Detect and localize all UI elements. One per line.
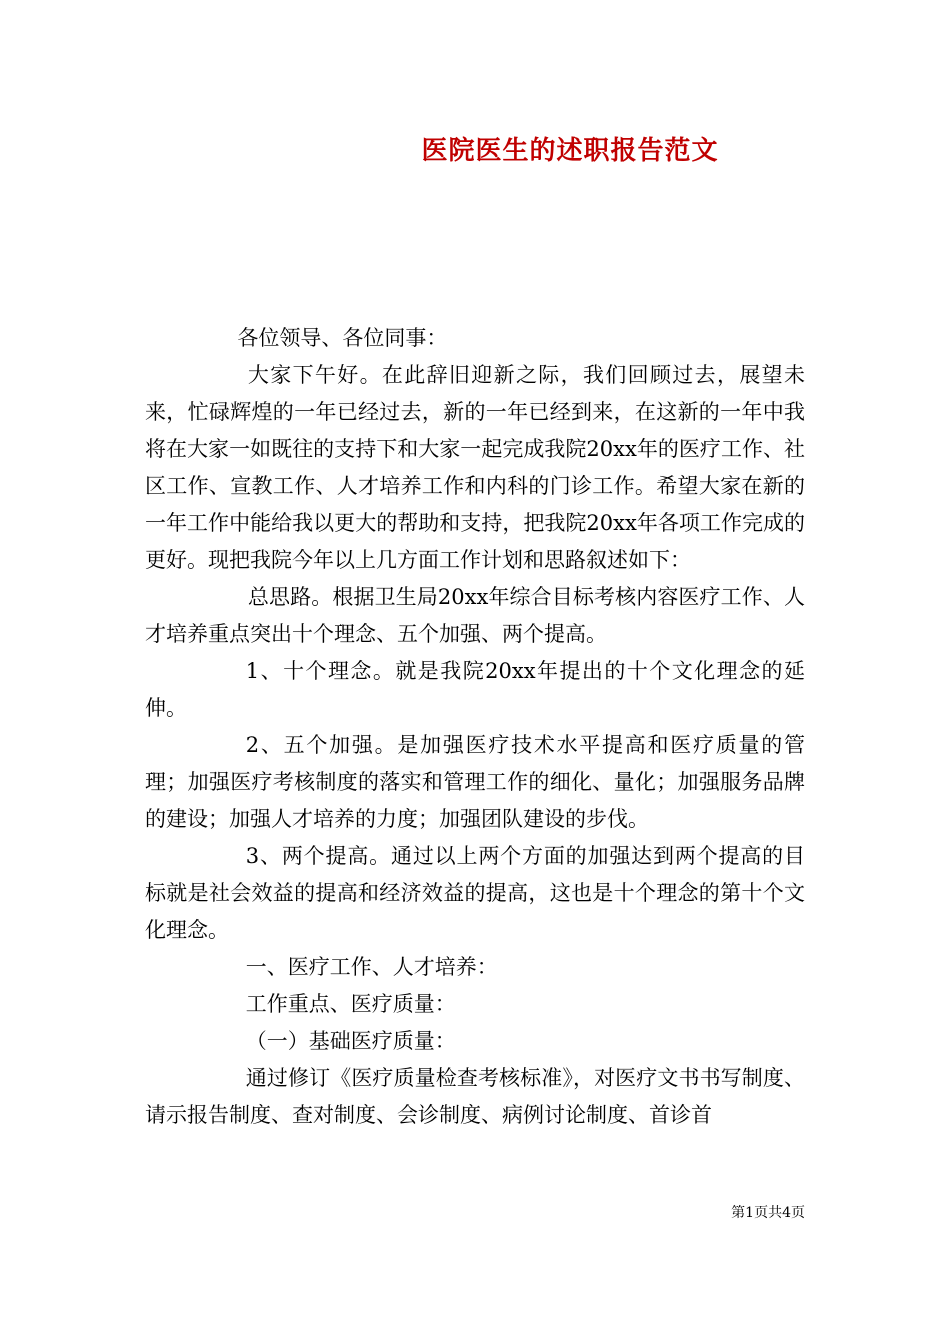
salutation-paragraph: 各位领导、各位同事：: [237, 326, 448, 350]
body-paragraph: 大家下午好。在此辞旧迎新之际，我们回顾过去，展望未来，忙碌辉煌的一年已经过去，新的一年已经到来，在这新的一年中我将在大家一如既往的支持下和大家一起完成我院20xx年的医疗工作、社区工作、宣教工作、人才培养工作和内科的门诊工作。希望大家在新的一年工作中能给我以更大的帮助和支持，把我院20xx年各项工作完成的更好。现把我院今年以上几方面工作计划和思路叙述如下：: [145, 363, 805, 572]
body-paragraph: 通过修订《医疗质量检查考核标准》，对医疗文书书写制度、请示报告制度、查对制度、会诊制度、病例讨论制度、首诊首: [145, 1066, 805, 1127]
section-subheading: （一）基础医疗质量：: [245, 1029, 456, 1053]
document-body: [145, 320, 805, 1134]
page-number-footer: 第1页共4页: [731, 1205, 805, 1221]
body-paragraph: 2、五个加强。是加强医疗技术水平提高和医疗质量的管理；加强医疗考核制度的落实和管理工作的细化、量化；加强服务品牌的建设；加强人才培养的力度；加强团队建设的步伐。: [145, 733, 805, 831]
section-heading: 一、医疗工作、人才培养：: [245, 955, 498, 979]
body-paragraph: 3、两个提高。通过以上两个方面的加强达到两个提高的目标就是社会效益的提高和经济效益的提高，这也是十个理念的第十个文化理念。: [145, 844, 805, 942]
document-title: 医院医生的述职报告范文: [421, 136, 719, 166]
body-paragraph: 1、十个理念。就是我院20xx年提出的十个文化理念的延伸。: [145, 659, 805, 720]
body-paragraph: 总思路。根据卫生局20xx年综合目标考核内容医疗工作、人才培养重点突出十个理念、五个加强、两个提高。: [145, 585, 805, 646]
section-subheading: 工作重点、医疗质量：: [245, 992, 456, 1016]
